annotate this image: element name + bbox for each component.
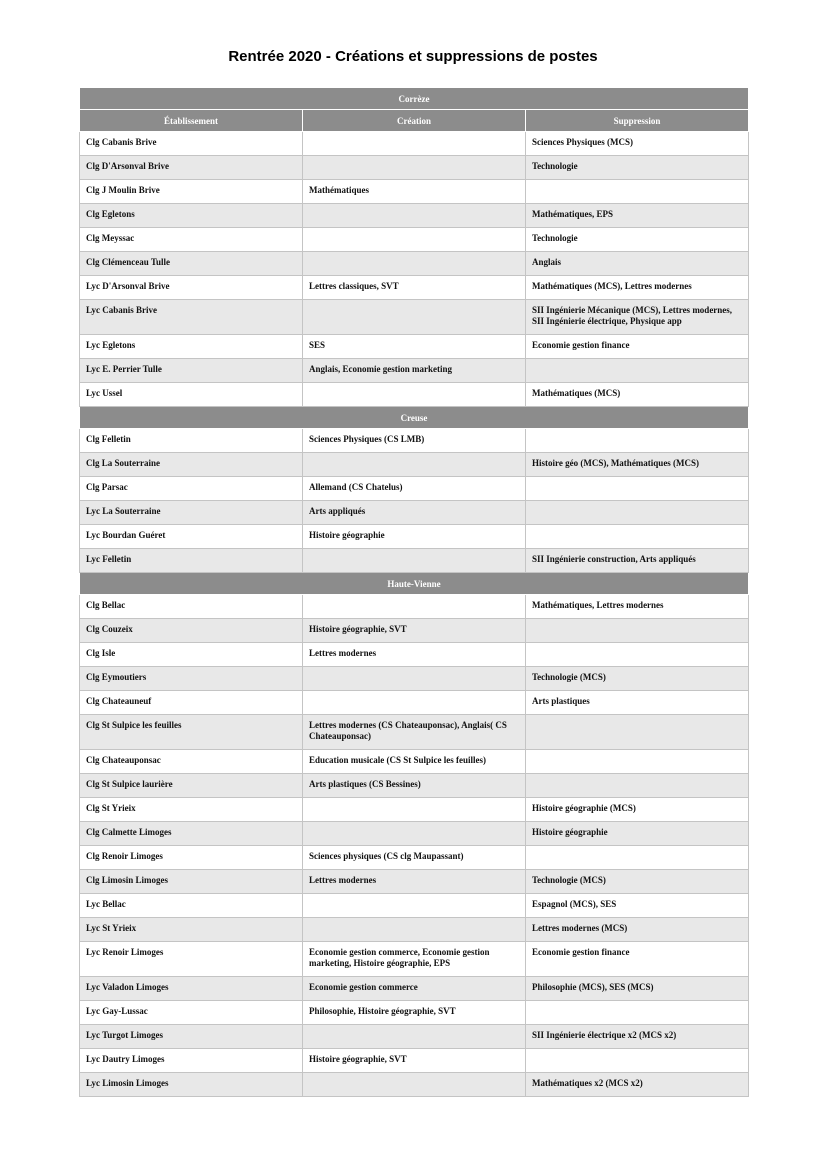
table-row [80,846,749,870]
cell-etablissement: Clg St Sulpice laurière [80,774,303,798]
cell-creation: Histoire géographie [303,525,526,549]
table-row [80,477,749,501]
table-row [80,276,749,300]
cell-suppression [526,477,749,501]
cell-creation: Lettres modernes (CS Chateauponsac), Anglais( CS Chateauponsac) [303,715,526,750]
cell-etablissement: Lyc La Souterraine [80,501,303,525]
cell-suppression: Histoire géo (MCS), Mathématiques (MCS) [526,453,749,477]
cell-suppression [526,750,749,774]
cell-creation [303,595,526,619]
cell-creation: Allemand (CS Chatelus) [303,477,526,501]
cell-creation: Histoire géographie, SVT [303,1049,526,1073]
cell-creation [303,822,526,846]
postes-table [79,87,749,1097]
cell-etablissement: Clg St Sulpice les feuilles [80,715,303,750]
cell-creation [303,383,526,407]
cell-etablissement: Clg Egletons [80,204,303,228]
cell-creation [303,894,526,918]
cell-suppression: Technologie (MCS) [526,870,749,894]
cell-suppression [526,619,749,643]
cell-suppression [526,359,749,383]
cell-creation [303,453,526,477]
cell-etablissement: Clg Cabanis Brive [80,132,303,156]
table-row [80,942,749,977]
header-suppression: Suppression [526,110,749,132]
header-etablissement: Établissement [80,110,303,132]
cell-etablissement: Lyc Renoir Limoges [80,942,303,977]
table-row [80,595,749,619]
cell-etablissement: Lyc Felletin [80,549,303,573]
cell-creation [303,1025,526,1049]
cell-etablissement: Clg Calmette Limoges [80,822,303,846]
cell-etablissement: Lyc Gay-Lussac [80,1001,303,1025]
table-row [80,894,749,918]
table-row [80,918,749,942]
table-row [80,383,749,407]
cell-creation: Economie gestion commerce [303,977,526,1001]
cell-creation [303,132,526,156]
cell-suppression: Philosophie (MCS), SES (MCS) [526,977,749,1001]
column-header-row [80,110,749,132]
cell-etablissement: Clg Chateauneuf [80,691,303,715]
cell-suppression: Mathématiques, Lettres modernes [526,595,749,619]
cell-etablissement: Lyc Valadon Limoges [80,977,303,1001]
cell-creation [303,252,526,276]
cell-etablissement: Lyc E. Perrier Tulle [80,359,303,383]
table-row [80,619,749,643]
cell-creation: Histoire géographie, SVT [303,619,526,643]
cell-suppression: Arts plastiques [526,691,749,715]
cell-etablissement: Clg Clémenceau Tulle [80,252,303,276]
cell-etablissement: Clg Felletin [80,429,303,453]
cell-suppression: Mathématiques (MCS), Lettres modernes [526,276,749,300]
cell-suppression [526,1001,749,1025]
cell-etablissement: Lyc St Yrieix [80,918,303,942]
cell-creation [303,549,526,573]
cell-etablissement: Clg Meyssac [80,228,303,252]
cell-creation: Arts appliqués [303,501,526,525]
cell-etablissement: Clg Renoir Limoges [80,846,303,870]
cell-suppression: Sciences Physiques (MCS) [526,132,749,156]
cell-etablissement: Lyc Turgot Limoges [80,1025,303,1049]
cell-suppression: Economie gestion finance [526,942,749,977]
cell-suppression [526,1049,749,1073]
table-row [80,750,749,774]
table-row [80,204,749,228]
table-row [80,132,749,156]
cell-suppression [526,643,749,667]
cell-etablissement: Clg D'Arsonval Brive [80,156,303,180]
cell-etablissement: Lyc D'Arsonval Brive [80,276,303,300]
table-row [80,715,749,750]
cell-etablissement: Clg Parsac [80,477,303,501]
cell-creation: Mathématiques [303,180,526,204]
cell-suppression: Lettres modernes (MCS) [526,918,749,942]
cell-suppression: SII Ingénierie Mécanique (MCS), Lettres modernes, SII Ingénierie électrique, Physique app [526,300,749,335]
cell-suppression: Technologie [526,156,749,180]
table-row [80,453,749,477]
cell-etablissement: Lyc Bellac [80,894,303,918]
table-row [80,156,749,180]
cell-etablissement: Lyc Egletons [80,335,303,359]
region-header-row [80,407,749,429]
cell-creation [303,228,526,252]
cell-etablissement: Clg Isle [80,643,303,667]
table-row [80,774,749,798]
cell-suppression: Economie gestion finance [526,335,749,359]
cell-creation: Lettres classiques, SVT [303,276,526,300]
cell-creation: Sciences physiques (CS clg Maupassant) [303,846,526,870]
table-row [80,798,749,822]
cell-creation [303,156,526,180]
cell-creation [303,667,526,691]
table-row [80,870,749,894]
cell-suppression: Histoire géographie (MCS) [526,798,749,822]
table-row [80,1049,749,1073]
cell-creation [303,798,526,822]
table-row [80,228,749,252]
cell-creation [303,300,526,335]
cell-etablissement: Lyc Bourdan Guéret [80,525,303,549]
cell-creation [303,691,526,715]
cell-creation: Education musicale (CS St Sulpice les feuilles) [303,750,526,774]
cell-etablissement: Clg Limosin Limoges [80,870,303,894]
table-row [80,549,749,573]
cell-creation [303,204,526,228]
region-name: Haute-Vienne [80,573,749,595]
cell-suppression: Histoire géographie [526,822,749,846]
cell-suppression [526,429,749,453]
cell-etablissement: Clg Couzeix [80,619,303,643]
cell-creation: Lettres modernes [303,643,526,667]
cell-creation [303,1073,526,1097]
cell-creation: SES [303,335,526,359]
cell-suppression: Espagnol (MCS), SES [526,894,749,918]
table-row [80,180,749,204]
cell-suppression: Technologie [526,228,749,252]
cell-suppression [526,774,749,798]
cell-creation: Philosophie, Histoire géographie, SVT [303,1001,526,1025]
cell-suppression: SII Ingénierie électrique x2 (MCS x2) [526,1025,749,1049]
cell-creation: Sciences Physiques (CS LMB) [303,429,526,453]
table-row [80,429,749,453]
page-title: Rentrée 2020 - Créations et suppressions de postes [228,48,598,65]
cell-suppression [526,846,749,870]
table-row [80,643,749,667]
table-row [80,1001,749,1025]
cell-etablissement: Lyc Dautry Limoges [80,1049,303,1073]
cell-suppression [526,501,749,525]
table-row [80,300,749,335]
region-name: Corrèze [80,88,749,110]
cell-suppression [526,525,749,549]
table-row [80,501,749,525]
cell-etablissement: Lyc Cabanis Brive [80,300,303,335]
table-row [80,335,749,359]
table-row [80,359,749,383]
table-row [80,691,749,715]
cell-suppression [526,180,749,204]
cell-suppression: Mathématiques x2 (MCS x2) [526,1073,749,1097]
table-row [80,525,749,549]
cell-suppression: Technologie (MCS) [526,667,749,691]
table-body [80,88,749,1097]
cell-creation: Lettres modernes [303,870,526,894]
table-row [80,252,749,276]
cell-etablissement: Lyc Limosin Limoges [80,1073,303,1097]
region-name: Creuse [80,407,749,429]
cell-suppression: Mathématiques (MCS) [526,383,749,407]
table-row [80,1073,749,1097]
cell-etablissement: Clg La Souterraine [80,453,303,477]
cell-suppression [526,715,749,750]
cell-creation: Economie gestion commerce, Economie gestion marketing, Histoire géographie, EPS [303,942,526,977]
cell-creation: Anglais, Economie gestion marketing [303,359,526,383]
cell-etablissement: Clg J Moulin Brive [80,180,303,204]
cell-etablissement: Clg St Yrieix [80,798,303,822]
table-row [80,667,749,691]
table-row [80,977,749,1001]
header-creation: Création [303,110,526,132]
cell-creation: Arts plastiques (CS Bessines) [303,774,526,798]
region-header-row [80,88,749,110]
cell-etablissement: Clg Bellac [80,595,303,619]
region-header-row [80,573,749,595]
cell-suppression: Mathématiques, EPS [526,204,749,228]
table-row [80,1025,749,1049]
table-row [80,822,749,846]
cell-suppression: SII Ingénierie construction, Arts appliqués [526,549,749,573]
cell-etablissement: Clg Chateauponsac [80,750,303,774]
cell-creation [303,918,526,942]
cell-suppression: Anglais [526,252,749,276]
cell-etablissement: Clg Eymoutiers [80,667,303,691]
cell-etablissement: Lyc Ussel [80,383,303,407]
